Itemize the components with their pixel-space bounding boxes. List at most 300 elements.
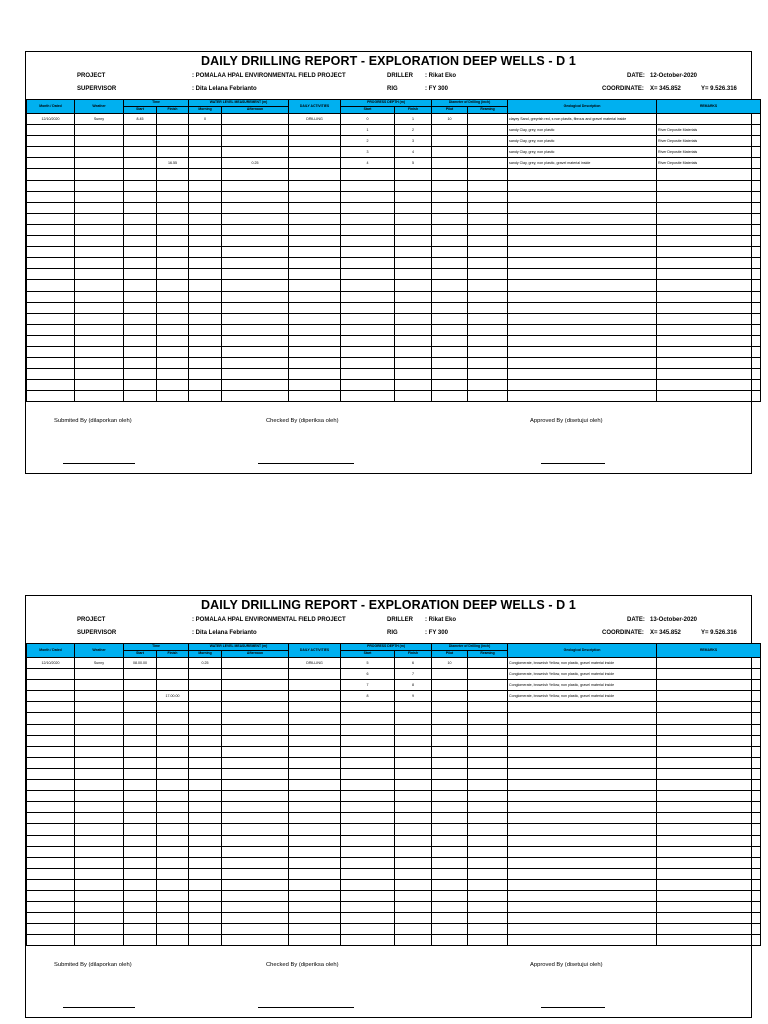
cell-reaming bbox=[468, 391, 508, 402]
cell-activity bbox=[289, 890, 341, 901]
cell-time-finish bbox=[157, 147, 189, 158]
approved-by-label: Approved By (disetujui oleh) bbox=[530, 962, 603, 968]
cell-remarks bbox=[657, 713, 761, 724]
cell-remarks bbox=[657, 879, 761, 890]
cell-water-morning bbox=[189, 868, 222, 879]
cell-time-start bbox=[124, 924, 157, 935]
cell-geological-description bbox=[508, 791, 657, 802]
cell-progress-finish: 1 bbox=[395, 114, 432, 125]
cell-water-afternoon bbox=[222, 691, 289, 702]
cell-pilot bbox=[432, 835, 468, 846]
cell-time-start bbox=[124, 835, 157, 846]
cell-remarks bbox=[657, 369, 761, 380]
cell-progress-finish bbox=[395, 202, 432, 213]
cell-reaming bbox=[468, 724, 508, 735]
table-row bbox=[27, 902, 761, 913]
cell-time-start bbox=[124, 735, 157, 746]
cell-remarks bbox=[657, 768, 761, 779]
cell-date bbox=[27, 824, 75, 835]
cell-reaming bbox=[468, 169, 508, 180]
cell-date bbox=[27, 924, 75, 935]
cell-time-finish bbox=[157, 935, 189, 946]
cell-water-morning bbox=[189, 236, 222, 247]
cell-reaming bbox=[468, 890, 508, 901]
cell-progress-start: 2 bbox=[341, 136, 395, 147]
cell-weather bbox=[75, 868, 124, 879]
cell-geological-description bbox=[508, 380, 657, 391]
cell-pilot bbox=[432, 669, 468, 680]
cell-remarks bbox=[657, 213, 761, 224]
cell-weather: Sunny bbox=[75, 658, 124, 669]
col-water-afternoon: Afternoon bbox=[222, 651, 289, 658]
cell-progress-finish bbox=[395, 324, 432, 335]
cell-weather bbox=[75, 791, 124, 802]
cell-date bbox=[27, 835, 75, 846]
cell-water-afternoon bbox=[222, 291, 289, 302]
cell-weather bbox=[75, 857, 124, 868]
cell-activity bbox=[289, 879, 341, 890]
cell-geological-description bbox=[508, 813, 657, 824]
cell-reaming bbox=[468, 302, 508, 313]
cell-progress-start bbox=[341, 890, 395, 901]
cell-weather bbox=[75, 125, 124, 136]
table-row bbox=[27, 324, 761, 335]
cell-pilot bbox=[432, 846, 468, 857]
table-row bbox=[27, 147, 761, 158]
col-daily-activities: DAILY ACTIVITIES bbox=[289, 100, 341, 114]
cell-progress-finish bbox=[395, 335, 432, 346]
cell-activity bbox=[289, 802, 341, 813]
table-row bbox=[27, 202, 761, 213]
cell-activity bbox=[289, 868, 341, 879]
cell-time-finish bbox=[157, 180, 189, 191]
cell-geological-description: sandy Clay, grey, non plastic bbox=[508, 136, 657, 147]
cell-activity bbox=[289, 680, 341, 691]
cell-remarks bbox=[657, 302, 761, 313]
cell-weather bbox=[75, 735, 124, 746]
cell-time-start bbox=[124, 724, 157, 735]
cell-geological-description bbox=[508, 358, 657, 369]
cell-time-finish bbox=[157, 913, 189, 924]
cell-weather bbox=[75, 236, 124, 247]
cell-progress-start bbox=[341, 236, 395, 247]
cell-water-morning bbox=[189, 291, 222, 302]
cell-water-afternoon bbox=[222, 824, 289, 835]
cell-activity bbox=[289, 669, 341, 680]
table-row bbox=[27, 335, 761, 346]
table-row bbox=[27, 391, 761, 402]
cell-water-afternoon bbox=[222, 280, 289, 291]
cell-reaming bbox=[468, 236, 508, 247]
table-row bbox=[27, 125, 761, 136]
cell-geological-description bbox=[508, 935, 657, 946]
cell-pilot bbox=[432, 768, 468, 779]
cell-remarks: River Deposite Materials bbox=[657, 136, 761, 147]
cell-pilot bbox=[432, 935, 468, 946]
cell-weather bbox=[75, 202, 124, 213]
cell-progress-start bbox=[341, 746, 395, 757]
cell-water-morning bbox=[189, 735, 222, 746]
table-row bbox=[27, 358, 761, 369]
cell-time-start bbox=[124, 757, 157, 768]
table-row bbox=[27, 258, 761, 269]
cell-time-start bbox=[124, 280, 157, 291]
rig-label: RIG bbox=[387, 630, 398, 636]
cell-activity bbox=[289, 191, 341, 202]
col-water-morning: Morning bbox=[189, 651, 222, 658]
cell-water-afternoon bbox=[222, 813, 289, 824]
cell-progress-finish bbox=[395, 247, 432, 258]
cell-geological-description bbox=[508, 324, 657, 335]
cell-water-afternoon bbox=[222, 114, 289, 125]
cell-progress-finish bbox=[395, 768, 432, 779]
cell-activity bbox=[289, 169, 341, 180]
cell-water-morning bbox=[189, 324, 222, 335]
cell-geological-description: Conglomerate, brownish Yellow, non plastic, gravel material inside bbox=[508, 680, 657, 691]
col-diameter-pilot: Pilot bbox=[432, 651, 468, 658]
cell-remarks bbox=[657, 180, 761, 191]
cell-progress-start: 4 bbox=[341, 158, 395, 169]
col-time: Time bbox=[124, 644, 189, 651]
cell-time-start bbox=[124, 702, 157, 713]
cell-time-finish bbox=[157, 202, 189, 213]
cell-remarks bbox=[657, 658, 761, 669]
cell-remarks bbox=[657, 868, 761, 879]
cell-weather bbox=[75, 802, 124, 813]
cell-date bbox=[27, 846, 75, 857]
cell-date bbox=[27, 236, 75, 247]
cell-time-start bbox=[124, 136, 157, 147]
cell-water-morning bbox=[189, 824, 222, 835]
cell-weather bbox=[75, 691, 124, 702]
cell-time-finish bbox=[157, 669, 189, 680]
cell-water-morning: 0.25 bbox=[189, 658, 222, 669]
cell-water-afternoon bbox=[222, 202, 289, 213]
cell-water-afternoon bbox=[222, 857, 289, 868]
cell-progress-start: 8 bbox=[341, 691, 395, 702]
cell-time-start bbox=[124, 258, 157, 269]
cell-weather bbox=[75, 913, 124, 924]
cell-geological-description bbox=[508, 713, 657, 724]
cell-time-finish bbox=[157, 247, 189, 258]
cell-time-start bbox=[124, 879, 157, 890]
cell-water-morning bbox=[189, 835, 222, 846]
cell-date bbox=[27, 802, 75, 813]
cell-remarks bbox=[657, 680, 761, 691]
table-row bbox=[27, 835, 761, 846]
cell-weather bbox=[75, 158, 124, 169]
cell-time-start bbox=[124, 147, 157, 158]
cell-water-afternoon bbox=[222, 191, 289, 202]
table-row bbox=[27, 269, 761, 280]
cell-progress-start bbox=[341, 280, 395, 291]
cell-time-finish bbox=[157, 702, 189, 713]
cell-progress-start bbox=[341, 180, 395, 191]
cell-time-finish bbox=[157, 924, 189, 935]
cell-reaming bbox=[468, 846, 508, 857]
cell-geological-description bbox=[508, 746, 657, 757]
cell-geological-description bbox=[508, 291, 657, 302]
cell-time-start: 8.45 bbox=[124, 114, 157, 125]
cell-geological-description bbox=[508, 802, 657, 813]
cell-pilot: 10 bbox=[432, 658, 468, 669]
col-progress-finish: Finish bbox=[395, 651, 432, 658]
cell-pilot bbox=[432, 280, 468, 291]
cell-progress-start bbox=[341, 780, 395, 791]
approved-signature-line bbox=[541, 1007, 605, 1008]
cell-water-morning bbox=[189, 280, 222, 291]
cell-progress-finish bbox=[395, 291, 432, 302]
cell-progress-finish bbox=[395, 902, 432, 913]
col-time-start: Start bbox=[124, 107, 157, 114]
cell-water-afternoon bbox=[222, 324, 289, 335]
cell-weather bbox=[75, 147, 124, 158]
rig-label: RIG bbox=[387, 86, 398, 92]
cell-water-afternoon: 0.25 bbox=[222, 158, 289, 169]
cell-time-finish bbox=[157, 280, 189, 291]
cell-geological-description bbox=[508, 846, 657, 857]
cell-progress-finish bbox=[395, 358, 432, 369]
cell-date bbox=[27, 669, 75, 680]
cell-progress-start bbox=[341, 380, 395, 391]
cell-pilot bbox=[432, 724, 468, 735]
coordinate-label: COORDINATE: bbox=[602, 86, 644, 92]
cell-time-start bbox=[124, 358, 157, 369]
report-table bbox=[26, 643, 761, 946]
table-row bbox=[27, 213, 761, 224]
cell-pilot bbox=[432, 158, 468, 169]
table-row bbox=[27, 380, 761, 391]
cell-remarks bbox=[657, 346, 761, 357]
cell-weather bbox=[75, 713, 124, 724]
col-remarks: REMARKS bbox=[657, 100, 761, 114]
cell-pilot bbox=[432, 258, 468, 269]
cell-time-start bbox=[124, 224, 157, 235]
cell-water-afternoon bbox=[222, 258, 289, 269]
cell-pilot bbox=[432, 913, 468, 924]
cell-water-morning bbox=[189, 258, 222, 269]
cell-water-afternoon bbox=[222, 346, 289, 357]
cell-date bbox=[27, 724, 75, 735]
cell-date bbox=[27, 180, 75, 191]
cell-progress-finish bbox=[395, 780, 432, 791]
cell-weather bbox=[75, 136, 124, 147]
cell-remarks bbox=[657, 691, 761, 702]
cell-geological-description bbox=[508, 247, 657, 258]
cell-weather bbox=[75, 724, 124, 735]
cell-remarks bbox=[657, 857, 761, 868]
cell-water-afternoon bbox=[222, 713, 289, 724]
cell-progress-finish bbox=[395, 824, 432, 835]
cell-pilot bbox=[432, 147, 468, 158]
cell-date bbox=[27, 913, 75, 924]
cell-remarks bbox=[657, 791, 761, 802]
cell-progress-start bbox=[341, 247, 395, 258]
cell-geological-description: Conglomerate, brownish Yellow, non plastic, gravel material inside bbox=[508, 658, 657, 669]
cell-pilot bbox=[432, 125, 468, 136]
approved-by-label: Approved By (disetujui oleh) bbox=[530, 418, 603, 424]
cell-progress-start bbox=[341, 224, 395, 235]
cell-progress-start bbox=[341, 358, 395, 369]
report-table bbox=[26, 99, 761, 402]
table-row bbox=[27, 247, 761, 258]
col-daily-activities: DAILY ACTIVITIES bbox=[289, 644, 341, 658]
cell-remarks bbox=[657, 746, 761, 757]
cell-date: 12/10/2020 bbox=[27, 114, 75, 125]
cell-time-finish bbox=[157, 768, 189, 779]
cell-reaming bbox=[468, 824, 508, 835]
cell-geological-description bbox=[508, 346, 657, 357]
cell-pilot bbox=[432, 236, 468, 247]
cell-time-finish bbox=[157, 791, 189, 802]
cell-progress-start bbox=[341, 902, 395, 913]
cell-progress-start: 0 bbox=[341, 114, 395, 125]
cell-time-start bbox=[124, 868, 157, 879]
cell-time-finish bbox=[157, 125, 189, 136]
cell-reaming bbox=[468, 879, 508, 890]
cell-time-finish bbox=[157, 735, 189, 746]
cell-time-finish bbox=[157, 224, 189, 235]
cell-water-morning bbox=[189, 680, 222, 691]
cell-pilot bbox=[432, 857, 468, 868]
cell-progress-start bbox=[341, 702, 395, 713]
col-month-dated: Month / Dated bbox=[27, 644, 75, 658]
cell-water-morning bbox=[189, 780, 222, 791]
col-water-level: WATER LEVEL MEASUREMENT (m) bbox=[189, 100, 289, 107]
cell-remarks bbox=[657, 224, 761, 235]
table-row bbox=[27, 879, 761, 890]
cell-activity bbox=[289, 147, 341, 158]
cell-time-start bbox=[124, 335, 157, 346]
cell-water-afternoon bbox=[222, 835, 289, 846]
cell-date bbox=[27, 291, 75, 302]
table-row bbox=[27, 191, 761, 202]
cell-weather bbox=[75, 191, 124, 202]
cell-water-morning bbox=[189, 813, 222, 824]
project-label: PROJECT bbox=[77, 617, 106, 623]
col-progress-depth: PROGRESS DEPTH (m) bbox=[341, 100, 432, 107]
cell-time-start bbox=[124, 890, 157, 901]
cell-activity bbox=[289, 180, 341, 191]
cell-weather bbox=[75, 358, 124, 369]
cell-weather bbox=[75, 391, 124, 402]
cell-geological-description bbox=[508, 280, 657, 291]
cell-reaming bbox=[468, 669, 508, 680]
col-diameter-reaming: Reaming bbox=[468, 107, 508, 114]
cell-time-start bbox=[124, 324, 157, 335]
cell-remarks bbox=[657, 169, 761, 180]
cell-geological-description bbox=[508, 724, 657, 735]
col-diameter-pilot: Pilot bbox=[432, 107, 468, 114]
cell-progress-finish bbox=[395, 846, 432, 857]
cell-time-start bbox=[124, 746, 157, 757]
cell-time-finish bbox=[157, 114, 189, 125]
cell-weather bbox=[75, 302, 124, 313]
cell-weather bbox=[75, 879, 124, 890]
date-value: 13-October-2020 bbox=[650, 617, 698, 623]
cell-water-afternoon bbox=[222, 702, 289, 713]
cell-date bbox=[27, 202, 75, 213]
cell-activity bbox=[289, 935, 341, 946]
cell-date bbox=[27, 369, 75, 380]
cell-pilot bbox=[432, 313, 468, 324]
cell-progress-finish bbox=[395, 746, 432, 757]
cell-water-afternoon bbox=[222, 224, 289, 235]
cell-time-start bbox=[124, 269, 157, 280]
cell-date bbox=[27, 857, 75, 868]
cell-weather bbox=[75, 291, 124, 302]
cell-water-morning bbox=[189, 147, 222, 158]
cell-reaming bbox=[468, 191, 508, 202]
cell-progress-finish bbox=[395, 258, 432, 269]
cell-reaming bbox=[468, 680, 508, 691]
cell-water-morning bbox=[189, 136, 222, 147]
cell-time-finish bbox=[157, 902, 189, 913]
cell-reaming bbox=[468, 269, 508, 280]
table-row bbox=[27, 702, 761, 713]
cell-remarks bbox=[657, 902, 761, 913]
cell-progress-finish: 5 bbox=[395, 158, 432, 169]
table-row bbox=[27, 114, 761, 125]
cell-pilot bbox=[432, 868, 468, 879]
cell-time-start: 08.00.00 bbox=[124, 658, 157, 669]
cell-date bbox=[27, 313, 75, 324]
table-row bbox=[27, 802, 761, 813]
cell-activity bbox=[289, 768, 341, 779]
cell-water-morning bbox=[189, 713, 222, 724]
cell-water-afternoon bbox=[222, 180, 289, 191]
table-row bbox=[27, 280, 761, 291]
cell-time-finish bbox=[157, 346, 189, 357]
cell-activity bbox=[289, 724, 341, 735]
cell-date bbox=[27, 247, 75, 258]
cell-activity bbox=[289, 302, 341, 313]
date-value: 12-October-2020 bbox=[650, 73, 698, 79]
cell-water-afternoon bbox=[222, 213, 289, 224]
coordinate-label: COORDINATE: bbox=[602, 630, 644, 636]
cell-progress-finish bbox=[395, 191, 432, 202]
cell-pilot bbox=[432, 802, 468, 813]
cell-time-start bbox=[124, 180, 157, 191]
cell-progress-start bbox=[341, 369, 395, 380]
cell-remarks: River Deposite Materials bbox=[657, 147, 761, 158]
cell-activity bbox=[289, 780, 341, 791]
cell-water-morning bbox=[189, 913, 222, 924]
cell-date bbox=[27, 125, 75, 136]
cell-date bbox=[27, 258, 75, 269]
cell-weather bbox=[75, 768, 124, 779]
cell-water-afternoon bbox=[222, 380, 289, 391]
cell-reaming bbox=[468, 335, 508, 346]
checked-signature-line bbox=[258, 1007, 354, 1008]
cell-water-afternoon bbox=[222, 236, 289, 247]
cell-water-afternoon bbox=[222, 913, 289, 924]
cell-date bbox=[27, 868, 75, 879]
cell-time-start bbox=[124, 691, 157, 702]
cell-time-finish: 16.55 bbox=[157, 158, 189, 169]
col-progress-depth: PROGRESS DEPTH (m) bbox=[341, 644, 432, 651]
cell-remarks bbox=[657, 735, 761, 746]
cell-weather bbox=[75, 335, 124, 346]
cell-progress-start: 7 bbox=[341, 680, 395, 691]
cell-activity bbox=[289, 258, 341, 269]
supervisor-value: : Dita Lelana Febrianto bbox=[192, 630, 257, 636]
cell-activity: DRILLING bbox=[289, 114, 341, 125]
cell-geological-description bbox=[508, 335, 657, 346]
cell-progress-start bbox=[341, 202, 395, 213]
cell-date bbox=[27, 169, 75, 180]
cell-weather bbox=[75, 780, 124, 791]
